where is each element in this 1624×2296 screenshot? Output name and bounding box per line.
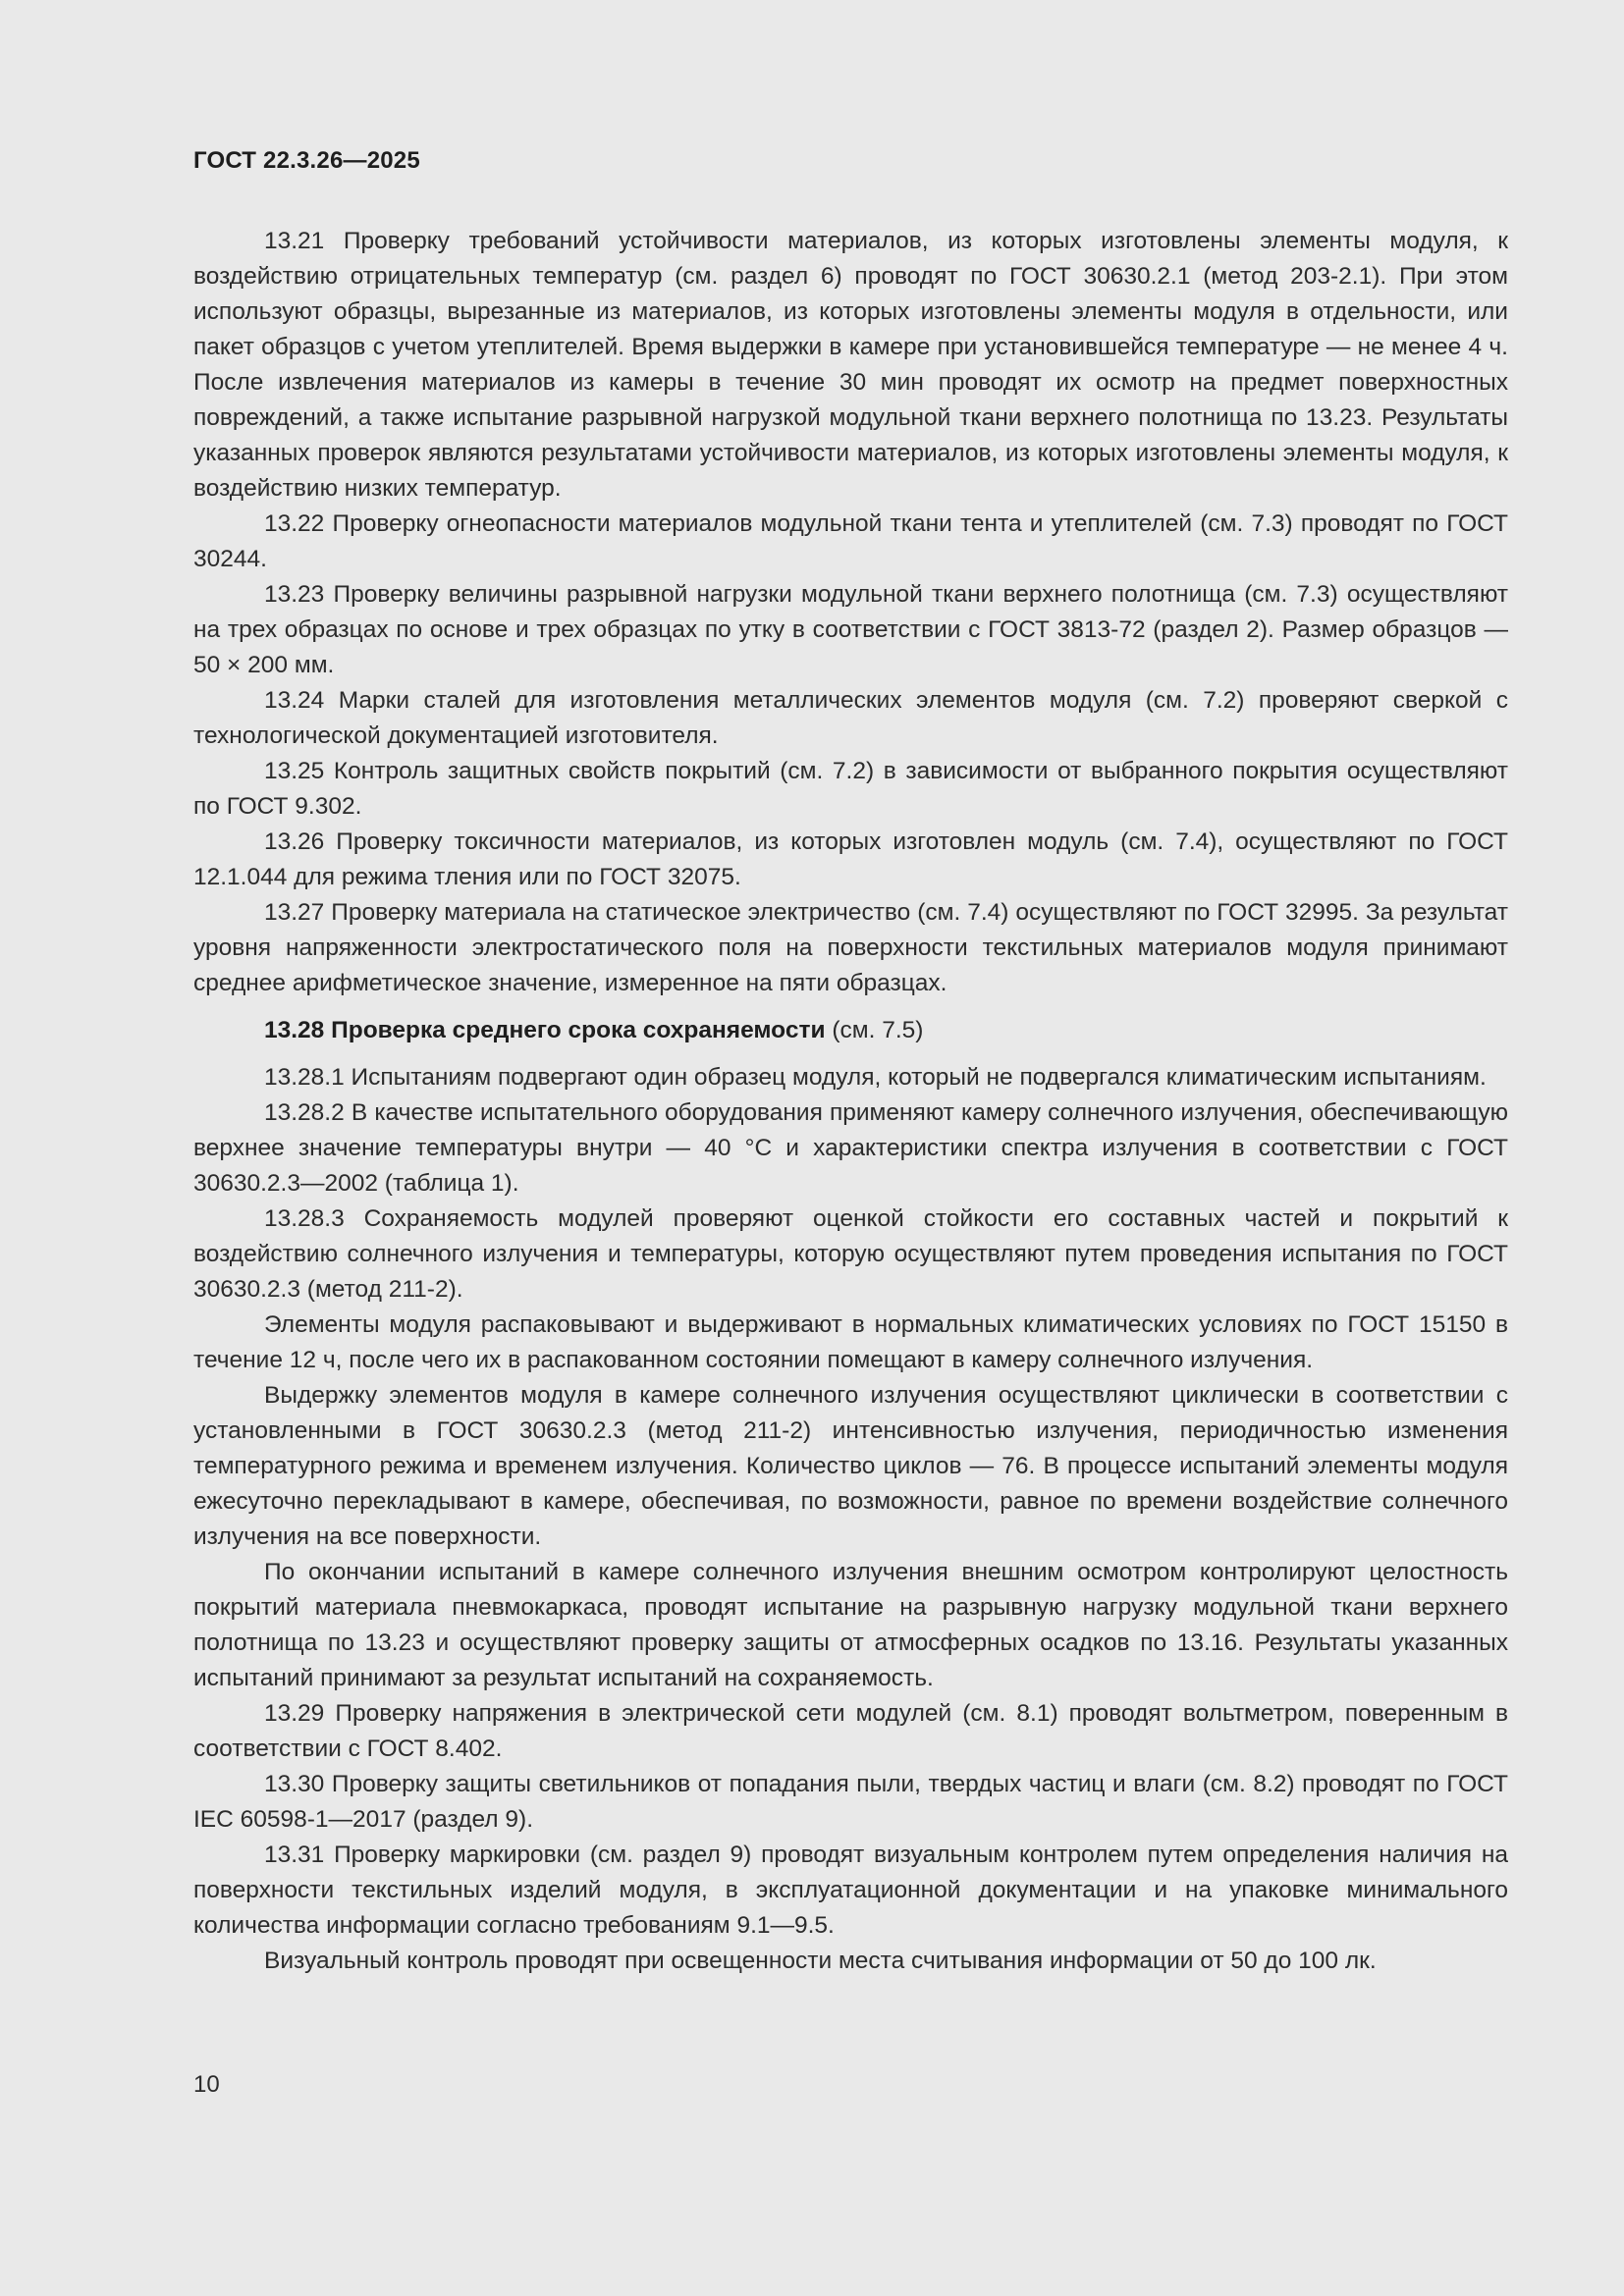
paragraph-13-23: 13.23 Проверку величины разрывной нагрузки модульной ткани верхнего полотнища (см. 7.3) осуществляют на трех образцах по основе и трех образцах по утку в соответствии с ГОСТ 3813-72 (раздел 2). Размер образцов — 50 × 200 мм. [193,581,1508,678]
paragraph-13-28-1: 13.28.1 Испытаниям подвергают один образец модуля, который не подвергался климатическим испытаниям. [264,1064,1487,1091]
paragraph-13-21: 13.21 Проверку требований устойчивости материалов, из которых изготовлены элементы модуля, к воздействию отрицательных температур (см. раздел 6) проводят по ГОСТ 30630.2.1 (метод 203-2.1). При этом используют образцы, вырезанные из материалов, из которых изготовлены элементы модуля в отдельности, или пакет образцов с учетом утеплителей. Время выдержки в камере при установившейся температуре — не менее 4 ч. После извлечения материалов из камеры в течение 30 мин проводят их осмотр на предмет поверхностных повреждений, а также испытание разрывной нагрузкой модульной ткани верхнего полотнища по 13.23. Результаты указанных проверок являются результатами устойчивости материалов, из которых изготовлены элементы модуля, к воздействию низких температур. [193,228,1508,502]
paragraph-13-31: 13.31 Проверку маркировки (см. раздел 9) проводят визуальным контролем путем определения наличия на поверхности текстильных изделий модуля, в эксплуатационной документации и на упаковке минимального количества информации согласно требованиям 9.1—9.5. [193,1842,1508,1939]
document-body [193,224,1508,1979]
paragraph-13-25: 13.25 Контроль защитных свойств покрытий (см. 7.2) в зависимости от выбранного покрытия осуществляют по ГОСТ 9.302. [193,758,1508,820]
page-number: 10 [193,2071,220,2098]
paragraph-unpacking: Элементы модуля распаковывают и выдерживают в нормальных климатических условиях по ГОСТ 15150 в течение 12 ч, после чего их в распакованном состоянии помещают в камеру солнечного излучения. [193,1311,1508,1373]
paragraph-13-26: 13.26 Проверку токсичности материалов, из которых изготовлен модуль (см. 7.4), осуществляют по ГОСТ 12.1.044 для режима тления или по ГОСТ 32075. [193,828,1508,890]
paragraph-completion: По окончании испытаний в камере солнечного излучения внешним осмотром контролируют целостность покрытий материала пневмокаркаса, проводят испытание на разрывную нагрузку модульной ткани верхнего полотнища по 13.23 и осуществляют проверку защиты от атмосферных осадков по 13.16. Результаты указанных испытаний принимают за результат испытаний на сохраняемость. [193,1559,1508,1691]
section-heading-bold: 13.28 Проверка среднего срока сохраняемости [264,1017,826,1043]
paragraph-13-27: 13.27 Проверку материала на статическое электричество (см. 7.4) осуществляют по ГОСТ 32995. За результат уровня напряженности электростатического поля на поверхности текстильных материалов модуля принимают среднее арифметическое значение, измеренное на пяти образцах. [193,899,1508,996]
section-heading-13-28 [193,1013,1508,1048]
paragraph-visual-control: Визуальный контроль проводят при освещенности места считывания информации от 50 до 100 лк. [264,1948,1377,1974]
paragraph-13-29: 13.29 Проверку напряжения в электрической сети модулей (см. 8.1) проводят вольтметром, поверенным в соответствии с ГОСТ 8.402. [193,1700,1508,1762]
section-heading-suffix: (см. 7.5) [825,1017,924,1043]
paragraph-13-24: 13.24 Марки сталей для изготовления металлических элементов модуля (см. 7.2) проверяют сверкой с технологической документацией изготовителя. [193,687,1508,749]
paragraph-13-28-2: 13.28.2 В качестве испытательного оборудования применяют камеру солнечного излучения, обеспечивающую верхнее значение температуры внутри — 40 °С и характеристики спектра излучения в соответствии с ГОСТ 30630.2.3—2002 (таблица 1). [193,1099,1508,1197]
paragraph-13-28-3: 13.28.3 Сохраняемость модулей проверяют оценкой стойкости его составных частей и покрытий к воздействию солнечного излучения и температуры, которую осуществляют путем проведения испытания по ГОСТ 30630.2.3 (метод 211-2). [193,1205,1508,1303]
paragraph-exposure: Выдержку элементов модуля в камере солнечного излучения осуществляют циклически в соответствии с установленными в ГОСТ 30630.2.3 (метод 211-2) интенсивностью излучения, периодичностью изменения температурного режима и временем излучения. Количество циклов — 76. В процессе испытаний элементы модуля ежесуточно перекладывают в камере, обеспечивая, по возможности, равное по времени воздействие солнечного излучения на все поверхности. [193,1382,1508,1550]
document-code-header: ГОСТ 22.3.26—2025 [193,147,420,174]
paragraph-13-22: 13.22 Проверку огнеопасности материалов модульной ткани тента и утеплителей (см. 7.3) проводят по ГОСТ 30244. [193,510,1508,572]
paragraph-13-30: 13.30 Проверку защиты светильников от попадания пыли, твердых частиц и влаги (см. 8.2) проводят по ГОСТ IEC 60598-1—2017 (раздел 9). [193,1771,1508,1833]
